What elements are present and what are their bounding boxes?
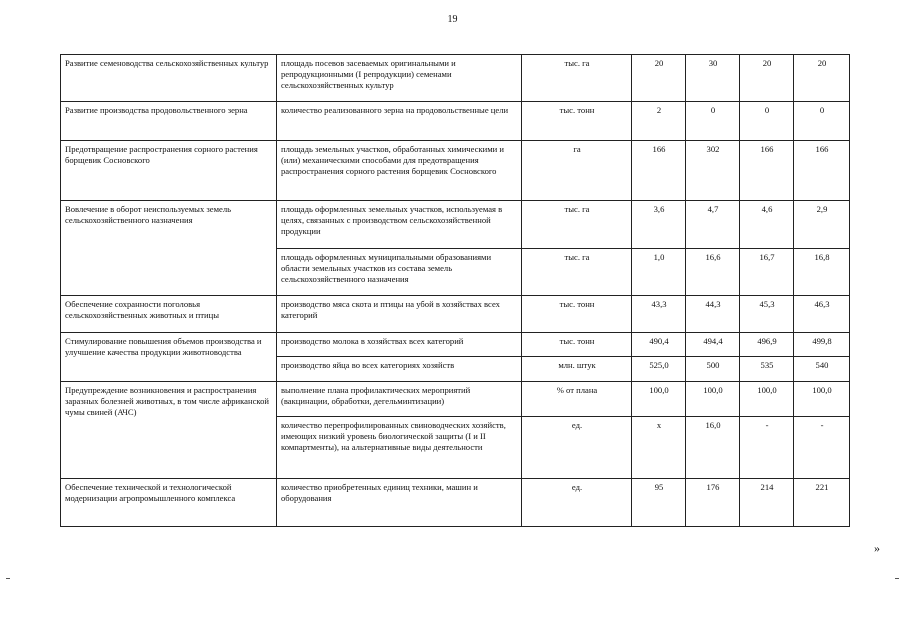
value-cell: 214 — [740, 479, 794, 527]
unit-cell: млн. штук — [522, 357, 632, 382]
value-cell: 3,6 — [632, 201, 686, 249]
indicator-cell: площадь земельных участков, обработанных химическими и (или) механическими способами для предотвращения распространения сорного растения борщевик Сосновского — [277, 141, 522, 201]
value-cell: 499,8 — [794, 333, 850, 357]
value-cell: 535 — [740, 357, 794, 382]
unit-cell: % от плана — [522, 382, 632, 417]
table-row — [61, 201, 850, 249]
indicator-cell: производство мяса скота и птицы на убой в хозяйствах всех категорий — [277, 296, 522, 333]
value-cell: 20 — [794, 55, 850, 102]
value-cell: 166 — [740, 141, 794, 201]
value-cell: - — [740, 417, 794, 479]
unit-cell: тыс. га — [522, 249, 632, 296]
table-row — [61, 102, 850, 141]
closing-quote-mark: » — [874, 541, 880, 555]
indicator-cell: выполнение плана профилактических мероприятий (вакцинации, обработки, дегельминтизации) — [277, 382, 522, 417]
unit-cell: ед. — [522, 417, 632, 479]
indicator-cell: производство яйца во всех категориях хозяйств — [277, 357, 522, 382]
goal-cell: Предупреждение возникновения и распространения заразных болезней животных, в том числе африканской чумы свиней (АЧС) — [61, 382, 277, 479]
value-cell: 302 — [686, 141, 740, 201]
goal-cell: Стимулирование повышения объемов производства и улучшение качества продукции животноводства — [61, 333, 277, 382]
value-cell: 20 — [632, 55, 686, 102]
table-row — [61, 333, 850, 357]
value-cell: 166 — [632, 141, 686, 201]
indicator-cell: площадь посевов засеваемых оригинальными и репродукционными (I репродукции) семенами сельскохозяйственных культур — [277, 55, 522, 102]
unit-cell: ед. — [522, 479, 632, 527]
value-cell: 2,9 — [794, 201, 850, 249]
scan-edge-mark — [895, 578, 899, 579]
value-cell: 525,0 — [632, 357, 686, 382]
value-cell: 16,6 — [686, 249, 740, 296]
goal-cell: Развитие семеноводства сельскохозяйственных культур — [61, 55, 277, 102]
table-row — [61, 296, 850, 333]
value-cell: 100,0 — [686, 382, 740, 417]
value-cell: 0 — [686, 102, 740, 141]
indicator-cell: площадь оформленных земельных участков, используемая в целях, связанных с производством сельскохозяйственной продукции — [277, 201, 522, 249]
goal-cell: Вовлечение в оборот неиспользуемых земель сельскохозяйственного назначения — [61, 201, 277, 296]
indicator-cell: производство молока в хозяйствах всех категорий — [277, 333, 522, 357]
value-cell: 46,3 — [794, 296, 850, 333]
indicators-table — [60, 54, 850, 527]
goal-cell: Обеспечение сохранности поголовья сельскохозяйственных животных и птицы — [61, 296, 277, 333]
value-cell: 4,6 — [740, 201, 794, 249]
value-cell: 100,0 — [740, 382, 794, 417]
value-cell: 496,9 — [740, 333, 794, 357]
value-cell: 95 — [632, 479, 686, 527]
unit-cell: тыс. га — [522, 201, 632, 249]
table-row — [61, 55, 850, 102]
value-cell: 0 — [794, 102, 850, 141]
unit-cell: га — [522, 141, 632, 201]
value-cell: 44,3 — [686, 296, 740, 333]
goal-cell: Предотвращение распространения сорного растения борщевик Сосновского — [61, 141, 277, 201]
value-cell: 16,8 — [794, 249, 850, 296]
value-cell: 100,0 — [632, 382, 686, 417]
unit-cell: тыс. тонн — [522, 102, 632, 141]
unit-cell: тыс. тонн — [522, 333, 632, 357]
value-cell: 1,0 — [632, 249, 686, 296]
value-cell: 43,3 — [632, 296, 686, 333]
value-cell: 45,3 — [740, 296, 794, 333]
indicator-cell: площадь оформленных муниципальными образованиями области земельных участков из состава земель сельскохозяйственного назначения — [277, 249, 522, 296]
value-cell: 16,7 — [740, 249, 794, 296]
table-row — [61, 479, 850, 527]
value-cell: 490,4 — [632, 333, 686, 357]
value-cell: 540 — [794, 357, 850, 382]
table-row — [61, 141, 850, 201]
value-cell: 500 — [686, 357, 740, 382]
indicator-cell: количество приобретенных единиц техники, машин и оборудования — [277, 479, 522, 527]
value-cell: 20 — [740, 55, 794, 102]
value-cell: 176 — [686, 479, 740, 527]
value-cell: 0 — [740, 102, 794, 141]
value-cell: х — [632, 417, 686, 479]
value-cell: 30 — [686, 55, 740, 102]
value-cell: 494,4 — [686, 333, 740, 357]
scan-edge-mark — [6, 578, 10, 579]
value-cell: 4,7 — [686, 201, 740, 249]
page-number: 19 — [447, 14, 458, 25]
goal-cell: Развитие производства продовольственного зерна — [61, 102, 277, 141]
table-row — [61, 382, 850, 417]
unit-cell: тыс. га — [522, 55, 632, 102]
indicator-cell: количество реализованного зерна на продовольственные цели — [277, 102, 522, 141]
goal-cell: Обеспечение технической и технологической модернизации агропромышленного комплекса — [61, 479, 277, 527]
indicator-cell: количество перепрофилированных свиноводческих хозяйств, имеющих низкий уровень биологической защиты (I и II компартменты), на альтернативные виды деятельности — [277, 417, 522, 479]
value-cell: 2 — [632, 102, 686, 141]
value-cell: 166 — [794, 141, 850, 201]
value-cell: 100,0 — [794, 382, 850, 417]
value-cell: 16,0 — [686, 417, 740, 479]
unit-cell: тыс. тонн — [522, 296, 632, 333]
value-cell: - — [794, 417, 850, 479]
value-cell: 221 — [794, 479, 850, 527]
